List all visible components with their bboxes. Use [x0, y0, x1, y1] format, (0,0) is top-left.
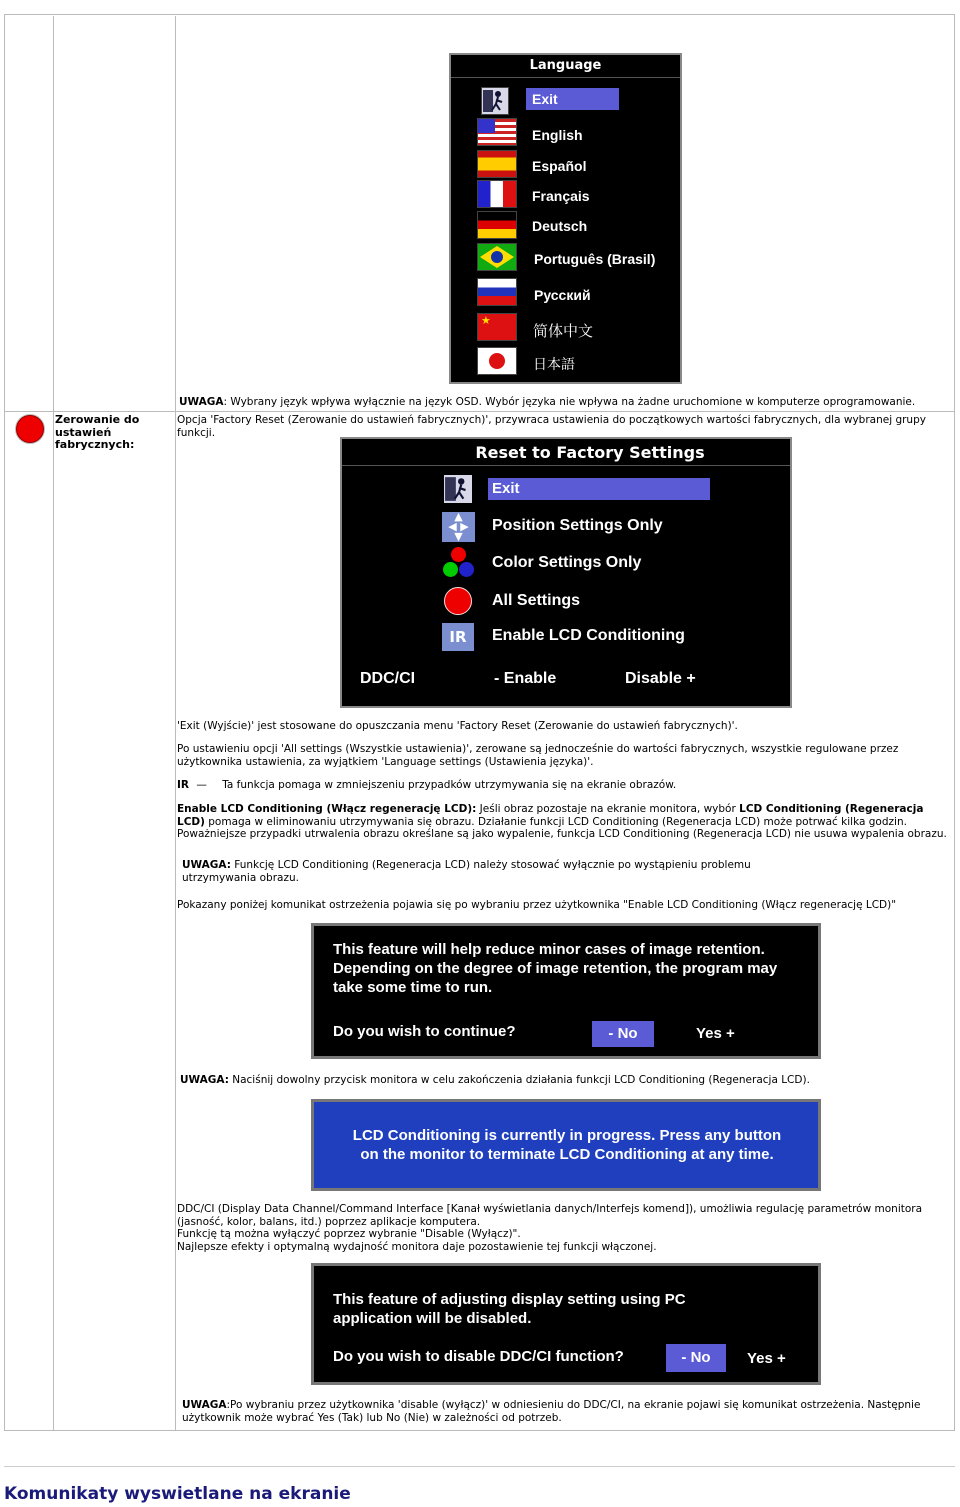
ir-icon: IR: [442, 623, 474, 651]
ddc-line-1: DDC/CI (Display Data Channel/Command Interface [Kanał wyświetlania danych/Interfejs komend]), umożliwia regulację parametrów monitora (jasność, kolor, balans, itd.) poprzez aplikacje komputera.: [177, 1203, 923, 1228]
warning-yes-button[interactable]: Yes +: [696, 1025, 735, 1042]
warning-intro: Pokazany poniżej komunikat ostrzeżenia pojawia się po wybraniu przez użytkownika "Enable LCD Conditioning (Włącz regenerację LCD)": [177, 899, 897, 911]
ddc-ci-label: DDC/CI: [360, 670, 416, 687]
lcd-bold-2: LCD Conditioning (Regeneracja LCD): [177, 803, 924, 828]
ir-dash: —: [196, 779, 207, 791]
ddc-note: [182, 1399, 942, 1424]
exit-icon: [481, 87, 509, 115]
language-item-russian[interactable]: Русский: [534, 287, 591, 303]
note-text: :Po wybraniu przez użytkownika 'disable (wyłącz)' w odniesieniu do DDC/CI, na ekranie pojawi się komunikat ostrzeżenia. Następnie użytkownik może wybrać Yes (Tak) lub No (Nie) w zależności od potrzeb.: [182, 1399, 921, 1424]
title-divider: [451, 77, 680, 78]
brazil-flag-icon: [477, 243, 517, 271]
japan-flag-icon: [477, 347, 517, 375]
progress-text: LCD Conditioning is currently in progress. Press any button on the monitor to terminate LCD Conditioning at any time.: [352, 1127, 782, 1163]
reset-item-all-settings[interactable]: All Settings: [492, 592, 581, 609]
note-text: : Wybrany język wpływa wyłącznie na język OSD. Wybór języka nie wpływa na żadne uruchomione w komputerze oprogramowanie.: [223, 396, 916, 408]
language-item-exit[interactable]: Exit: [526, 88, 619, 110]
ddc-line-3: Najlepsze efekty i optymalną wydajność monitora daje pozostawienie tej funkcji włączonej.: [177, 1240, 657, 1253]
factory-reset-osd-title: Reset to Factory Settings: [475, 443, 705, 462]
language-item-chinese[interactable]: 简体中文: [533, 323, 594, 340]
ddc-enable-option[interactable]: - Enable: [494, 670, 557, 687]
warning-no-button[interactable]: - No: [592, 1021, 654, 1047]
ddc-description: [177, 1203, 949, 1253]
reset-item-color[interactable]: Color Settings Only: [492, 554, 642, 571]
exit-icon: [444, 475, 472, 503]
all-settings-red-circle-icon: [444, 587, 472, 615]
language-item-english[interactable]: English: [532, 127, 583, 143]
ir-text: Ta funkcja pomaga w zmniejszeniu przypadków utrzymywania się na ekranie obrazów.: [222, 779, 677, 791]
factory-reset-label: Zerowanie do ustawień fabrycznych:: [55, 413, 140, 451]
germany-flag-icon: [477, 211, 517, 239]
note-label: UWAGA: [182, 1399, 227, 1411]
russia-flag-icon: [477, 278, 517, 306]
lcd-conditioning-warning-dialog: [311, 923, 821, 1059]
france-flag-icon: [477, 180, 517, 208]
ddc-line-2: Funkcję tą można wyłączyć poprzez wybranie "Disable (Wyłącz)".: [177, 1228, 521, 1240]
reset-item-position[interactable]: Position Settings Only: [492, 517, 663, 534]
language-item-francais[interactable]: Français: [532, 188, 590, 204]
column-divider: [53, 16, 54, 1431]
language-item-espanol[interactable]: Español: [532, 158, 587, 174]
all-settings-description: Po ustawieniu opcji 'All settings (Wszystkie ustawienia)', zerowane są jednocześnie do wartości fabrycznych, wszystkie regulowane przez użytkownika ustawienia, za wyjątkiem 'Language settings (Ustawienia języka)'.: [177, 743, 899, 768]
note-label: UWAGA:: [182, 859, 231, 871]
lcd-bold-1: Enable LCD Conditioning (Włącz regenerację LCD):: [177, 803, 477, 815]
stop-note: [180, 1074, 950, 1087]
china-flag-icon: ★: [477, 313, 517, 341]
warning-yes-button[interactable]: Yes +: [747, 1350, 786, 1367]
ddc-disable-warning-dialog: [311, 1263, 821, 1385]
note-text: Naciśnij dowolny przycisk monitora w celu zakończenia działania funkcji LCD Conditioning (Regeneracja LCD).: [228, 1074, 810, 1086]
warning-text: This feature of adjusting display setting using PC application will be disabled.: [333, 1291, 686, 1327]
row-divider: [5, 411, 955, 412]
language-item-deutsch[interactable]: Deutsch: [532, 218, 588, 234]
warning-question: Do you wish to disable DDC/CI function?: [333, 1348, 624, 1365]
lcd-conditioning-progress-message: [311, 1099, 821, 1191]
position-arrows-icon: ▲ ◀ ▶ ▼: [442, 512, 475, 542]
factory-reset-intro: Opcja 'Factory Reset (Zerowanie do ustawień fabrycznych)', przywraca ustawienia do początkowych wartości fabrycznych, dla wybranej grupy funkcji.: [177, 414, 926, 439]
ir-description: [177, 779, 947, 792]
language-item-portugues[interactable]: Português (Brasil): [534, 251, 656, 267]
lcd-note: [182, 859, 752, 884]
note-label: UWAGA:: [180, 1074, 229, 1086]
warning-no-button[interactable]: - No: [666, 1344, 726, 1372]
reset-item-lcd-conditioning[interactable]: Enable LCD Conditioning: [492, 627, 685, 644]
language-menu-title: Language: [529, 58, 602, 73]
language-osd-menu: [449, 53, 682, 384]
reset-item-exit[interactable]: Exit: [488, 478, 710, 500]
lcd-text-2: pomaga w eliminowaniu utrzymywania się obrazu. Działanie funkcji LCD Conditioning (Regeneracja LCD) może potrwać kilka godzin. Poważniejsze przypadki utrwalenia obrazu określane są jako wypalenie, funkcja LCD Conditioning (Regeneracja LCD) nie usuwa wypalenia obrazu.: [177, 815, 947, 840]
ddc-disable-option[interactable]: Disable +: [625, 670, 696, 687]
lcd-conditioning-description: [177, 803, 949, 841]
note-text: Funkcję LCD Conditioning (Regeneracja LCD) należy stosować wyłącznie po wystąpieniu problemu utrzymywania obrazu.: [182, 859, 751, 884]
title-divider: [342, 465, 790, 466]
color-dots-icon: [442, 547, 478, 579]
language-item-japanese[interactable]: 日本語: [533, 356, 575, 372]
ir-label: IR: [177, 779, 189, 791]
warning-text: This feature will help reduce minor cases of image retention. Depending on the degree of image retention, the program may take some time to run.: [333, 941, 778, 996]
factory-reset-icon: [16, 415, 44, 443]
us-flag-icon: [477, 118, 517, 146]
lcd-text-1: Jeśli obraz pozostaje na ekranie monitora, wybór: [476, 803, 740, 815]
warning-question: Do you wish to continue?: [333, 1023, 516, 1040]
spain-flag-icon: [477, 150, 517, 178]
exit-description: 'Exit (Wyjście)' jest stosowane do opuszczania menu 'Factory Reset (Zerowanie do ustawień fabrycznych)'.: [177, 720, 738, 732]
factory-reset-osd-menu: [340, 437, 792, 708]
page-divider: [4, 1466, 955, 1467]
section-heading: Komunikaty wyswietlane na ekranie: [4, 1484, 351, 1504]
note-label: UWAGA: [179, 396, 224, 408]
column-divider: [175, 16, 176, 1431]
language-note: [179, 396, 949, 409]
